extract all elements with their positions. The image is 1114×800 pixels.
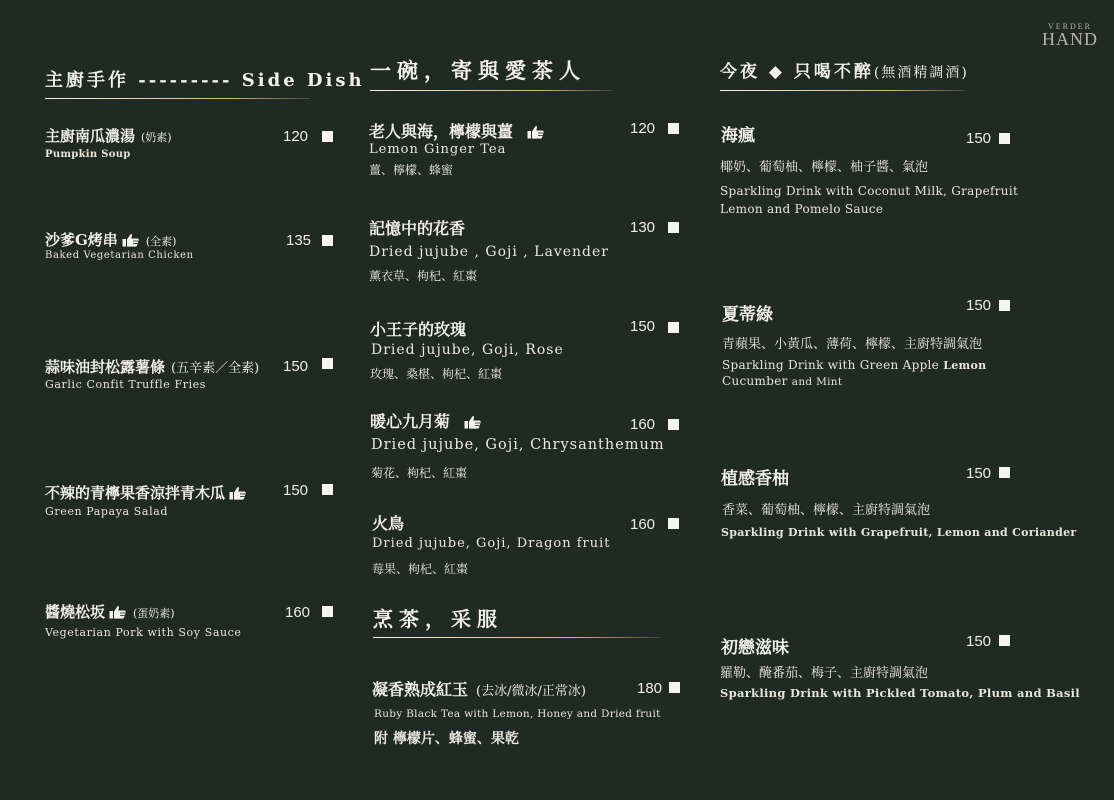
mocktail-item-ingredients: 香菜、葡萄柚、檸檬、主廚特調氣泡 [722, 503, 931, 518]
thumbs-up-icon [122, 233, 140, 247]
thumbs-up-icon [527, 125, 545, 139]
mocktail-item-name: 植感香柚 [721, 469, 789, 489]
tea-item-price: 160 [630, 516, 656, 533]
mocktail-item-ingredients: 青蘋果、小黃瓜、薄荷、檸檬、主廚特調氣泡 [722, 337, 983, 352]
tea-item-ingredients: 菊花、枸杞、紅棗 [371, 466, 468, 480]
mocktail-item-price: 150 [966, 130, 992, 147]
brew-item-name-text: 凝香熟成紅玉 [372, 680, 469, 699]
order-checkbox[interactable] [999, 300, 1010, 311]
order-checkbox[interactable] [668, 222, 679, 233]
side-dish-item-english: Vegetarian Pork with Soy Sauce [45, 626, 242, 639]
brew-item-price: 180 [637, 680, 663, 697]
side-dish-item-note: (五辛素／全素) [171, 361, 260, 376]
mocktail-item-name: 海瘋 [721, 126, 755, 146]
side-dish-item-english: Green Papaya Salad [45, 505, 168, 518]
mocktail-item-english: Sparkling Drink with Grapefruit, Lemon and Coriander [721, 526, 1077, 539]
side-dish-item-name-text: 不辣的青檸果香涼拌青木瓜 [45, 484, 226, 502]
side-dish-item-price: 120 [283, 128, 309, 145]
mocktail-title-text: 今夜 ◆ 只喝不醉 [720, 62, 874, 82]
mocktail-item-english: Sparkling Drink with Pickled Tomato, Plum and Basil [720, 686, 1080, 700]
brew-item-extras: 附 檸檬片、蜂蜜、果乾 [374, 731, 519, 747]
side-dish-item-name-text: 主廚南瓜濃湯 [45, 127, 136, 145]
mocktail-item-english-line2 [722, 374, 842, 388]
mocktail-item-english-small: and Mint [791, 376, 843, 388]
tea-item-name: 火鳥 [372, 514, 405, 533]
side-dish-item-name [45, 229, 176, 250]
tea-item-price: 130 [630, 219, 656, 236]
tea-item-name: 記憶中的花香 [369, 219, 466, 238]
mocktail-item-english-line2: Lemon and Pomelo Sauce [720, 202, 884, 216]
mocktail-item-ingredients: 椰奶、葡萄柚、檸檬、柚子醬、氣泡 [720, 160, 929, 175]
tea-item-price: 150 [630, 318, 656, 335]
order-checkbox[interactable] [668, 419, 679, 430]
tea-section-divider [370, 90, 612, 91]
mocktail-title-note: (無酒精調酒) [873, 65, 969, 81]
mocktail-item-ingredients: 羅勒、醃番茄、梅子、主廚特調氣泡 [720, 666, 929, 681]
side-dish-item-price: 150 [283, 482, 309, 499]
side-dish-divider [45, 98, 310, 99]
side-dish-item-name [45, 125, 172, 146]
mocktail-item-price: 150 [966, 633, 992, 650]
side-dish-item-name [45, 482, 247, 503]
tea-item-name-text: 老人與海，檸檬與薑 [369, 122, 514, 141]
tea-item-ingredients: 薰衣草、枸杞、紅棗 [369, 269, 478, 283]
mocktail-item-name: 夏蒂綠 [722, 305, 773, 325]
tea-item-english: Dried jujube , Goji , Lavender [369, 244, 609, 260]
tea-item-name: 小王子的玫瑰 [370, 320, 467, 339]
tea-item-name [370, 409, 482, 432]
order-checkbox[interactable] [322, 235, 333, 246]
mocktail-item-price: 150 [966, 297, 992, 314]
mocktail-item-name: 初戀滋味 [721, 638, 789, 658]
tea-item-ingredients: 薑、檸檬、蜂蜜 [369, 163, 454, 177]
order-checkbox[interactable] [669, 682, 680, 693]
order-checkbox[interactable] [999, 133, 1010, 144]
side-dish-item-english: Baked Vegetarian Chicken [45, 250, 194, 261]
side-dish-item-note: (奶素) [141, 131, 172, 144]
tea-item-english: Dried jujube, Goji, Chrysanthemum [371, 437, 665, 453]
order-checkbox[interactable] [322, 358, 333, 369]
tea-item-price: 120 [630, 120, 656, 137]
order-checkbox[interactable] [668, 518, 679, 529]
side-dish-item-name [45, 356, 259, 377]
thumbs-up-icon [109, 605, 127, 619]
brew-item-english: Ruby Black Tea with Lemon, Honey and Dried fruit [374, 708, 661, 720]
mocktail-section-title [720, 57, 969, 82]
brand-logo-line2: HAND [1042, 29, 1098, 49]
order-checkbox[interactable] [668, 322, 679, 333]
side-dish-item-name-text: 沙爹G烤串 [45, 231, 118, 249]
order-checkbox[interactable] [322, 484, 333, 495]
mocktail-item-price: 150 [966, 465, 992, 482]
order-checkbox[interactable] [322, 606, 333, 617]
side-dish-item-price: 135 [286, 232, 312, 249]
brew-item-name [372, 677, 586, 700]
side-dish-item-note: (蛋奶素) [133, 607, 175, 620]
mocktail-section-divider [720, 90, 965, 91]
order-checkbox[interactable] [999, 635, 1010, 646]
mocktail-item-english [722, 358, 986, 372]
tea-item-name [369, 119, 545, 142]
tea-item-price: 160 [630, 416, 656, 433]
brew-section-divider [373, 637, 660, 638]
mocktail-item-english-text: Cucumber [722, 374, 788, 388]
side-dish-item-price: 160 [285, 604, 311, 621]
tea-item-ingredients: 莓果、枸杞、紅棗 [372, 562, 469, 576]
brand-logo [1040, 22, 1100, 56]
tea-section-title: 一碗，寄與愛茶人 [370, 58, 586, 83]
side-dish-item-english: Pumpkin Soup [45, 149, 131, 160]
thumbs-up-icon [464, 415, 482, 429]
order-checkbox[interactable] [322, 131, 333, 142]
tea-item-english: Lemon Ginger Tea [369, 142, 507, 157]
side-dish-item-name [45, 601, 175, 622]
tea-item-name-text: 暖心九月菊 [370, 412, 451, 431]
side-dish-item-price: 150 [283, 358, 309, 375]
brand-logo-line1: VERDER [1048, 22, 1092, 31]
order-checkbox[interactable] [668, 123, 679, 134]
tea-item-english: Dried jujube, Goji, Rose [371, 342, 564, 358]
side-dish-title: 主廚手作 --------- Side Dish [45, 70, 365, 91]
tea-item-ingredients: 玫瑰、桑椹、枸杞、紅棗 [370, 367, 503, 381]
side-dish-item-note: (全素) [145, 235, 177, 248]
brew-item-note: (去冰/微冰/正常冰) [476, 684, 586, 699]
side-dish-item-name-text: 醬燒松坂 [45, 603, 106, 621]
mocktail-item-english-text: Sparkling Drink with Green Apple [722, 358, 940, 372]
tea-item-english: Dried jujube, Goji, Dragon fruit [372, 536, 611, 551]
thumbs-up-icon [229, 486, 247, 500]
brew-section-title: 烹茶，采服 [373, 607, 503, 631]
order-checkbox[interactable] [999, 467, 1010, 478]
mocktail-item-english: Sparkling Drink with Coconut Milk, Grapefruit [720, 184, 1019, 198]
mocktail-item-english-bold: Lemon [943, 359, 987, 372]
side-dish-item-english: Garlic Confit Truffle Fries [45, 378, 207, 391]
side-dish-item-name-text: 蒜味油封松露薯條 [45, 358, 166, 376]
